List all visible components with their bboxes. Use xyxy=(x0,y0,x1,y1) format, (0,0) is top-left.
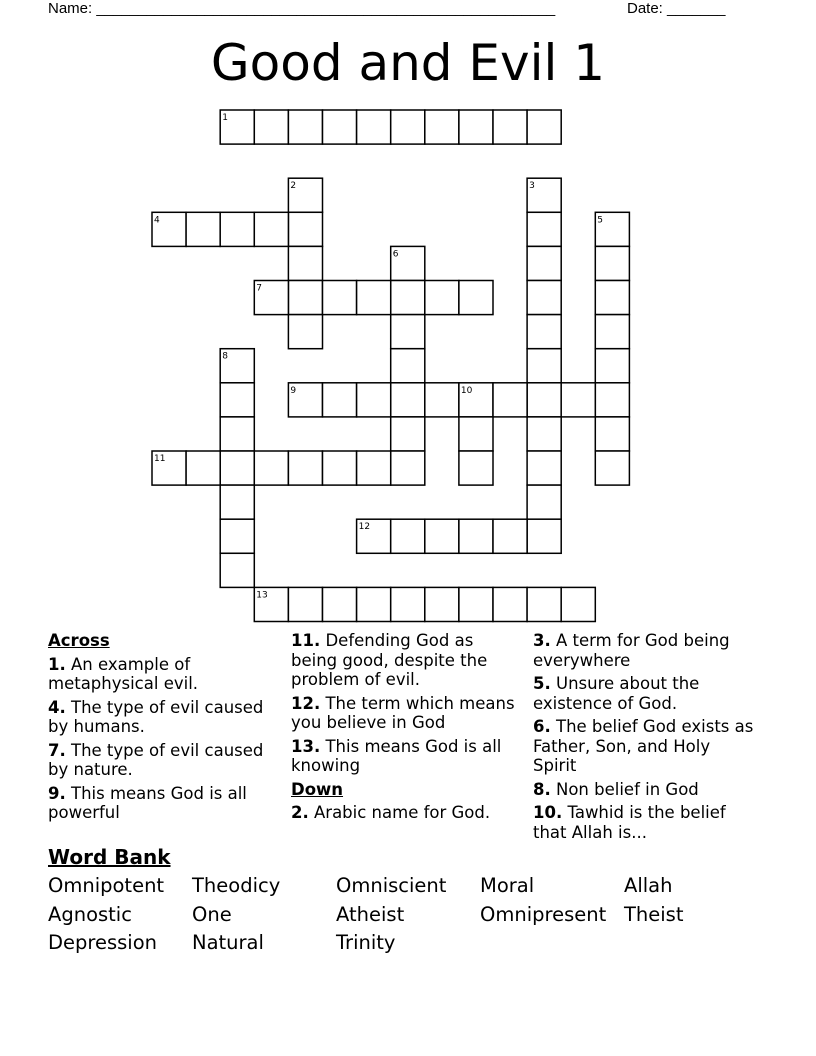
clue-number: 9 xyxy=(290,385,297,396)
clue-number: 2. xyxy=(291,803,309,822)
grid-cell[interactable] xyxy=(288,451,322,485)
clue-number: 6 xyxy=(392,249,399,260)
grid-cell[interactable] xyxy=(561,587,595,621)
grid-cell[interactable] xyxy=(323,587,357,621)
grid-cell[interactable] xyxy=(220,383,254,417)
word-bank-item: Natural xyxy=(192,931,264,954)
clue-item xyxy=(533,717,758,776)
clue-text: Unsure about the existence of God. xyxy=(533,674,700,713)
clue-text: Tawhid is the belief that Allah is... xyxy=(533,803,726,842)
clue-item xyxy=(48,698,273,737)
clue-text: An example of metaphysical evil. xyxy=(48,654,199,693)
clue-number: 10 xyxy=(460,385,473,396)
grid-cell[interactable] xyxy=(493,587,527,621)
clue-number: 3 xyxy=(529,181,535,192)
grid-cell[interactable] xyxy=(527,417,561,451)
word-bank-item: Omniscient xyxy=(336,874,447,897)
grid-cell[interactable] xyxy=(493,519,527,553)
grid-cell[interactable] xyxy=(391,417,425,451)
grid-cell[interactable] xyxy=(288,212,322,246)
grid-cell[interactable] xyxy=(425,281,459,315)
page-title: Good and Evil 1 xyxy=(210,34,606,92)
grid-cell[interactable] xyxy=(220,485,254,519)
grid-cell[interactable] xyxy=(425,587,459,621)
clue-number: 4. xyxy=(48,697,66,717)
grid-cell[interactable] xyxy=(220,519,254,553)
clues-column-3 xyxy=(533,631,758,846)
grid-cell[interactable] xyxy=(357,451,391,485)
grid-cell[interactable] xyxy=(254,212,288,246)
grid-cell[interactable] xyxy=(357,587,391,621)
grid-cell[interactable] xyxy=(527,519,561,553)
clue-text: The belief God exists as Father, Son, and Holy Spirit xyxy=(533,717,754,775)
grid-cell[interactable] xyxy=(323,110,357,144)
grid-cell[interactable] xyxy=(391,110,425,144)
word-bank-item: Atheist xyxy=(336,902,405,926)
grid-cell[interactable] xyxy=(391,383,425,417)
clue-number: 1 xyxy=(222,113,228,123)
clue-text: Arabic name for God. xyxy=(308,803,491,822)
clue-item xyxy=(533,803,758,842)
word-bank-item: Theodicy xyxy=(192,874,281,897)
grid-cell[interactable] xyxy=(357,281,391,315)
grid-cell[interactable] xyxy=(288,246,322,280)
grid-cell[interactable] xyxy=(391,349,425,383)
word-bank-item: Theist xyxy=(624,902,684,926)
clue-number: 1. xyxy=(48,654,66,674)
grid-cell[interactable] xyxy=(527,246,561,280)
grid-cell[interactable] xyxy=(595,417,629,451)
clue-text: Non belief in God xyxy=(550,779,699,799)
word-bank-title: Word Bank xyxy=(48,845,171,869)
clue-text: A term for God being everywhere xyxy=(533,631,730,670)
grid-cell[interactable] xyxy=(425,110,459,144)
word-bank-item: Trinity xyxy=(336,931,396,954)
grid-cell[interactable] xyxy=(595,451,629,485)
clue-item xyxy=(48,741,273,780)
word-bank-item: Allah xyxy=(624,874,673,897)
clue-number: 13. xyxy=(291,736,321,756)
grid-cell[interactable] xyxy=(595,349,629,383)
grid-cell[interactable] xyxy=(391,587,425,621)
grid-cell[interactable] xyxy=(323,383,357,417)
clue-text: This means God is all knowing xyxy=(291,736,502,775)
grid-cell[interactable] xyxy=(288,281,322,315)
clue-number: 11. xyxy=(291,631,321,650)
grid-cell[interactable] xyxy=(220,417,254,451)
clue-number: 8. xyxy=(533,779,551,799)
grid-cell[interactable] xyxy=(425,383,459,417)
grid-cell[interactable] xyxy=(459,110,493,144)
date-field-label: Date: _______ xyxy=(627,0,726,17)
clue-number: 10. xyxy=(533,803,563,822)
grid-cell[interactable] xyxy=(493,383,527,417)
grid-cell[interactable] xyxy=(254,451,288,485)
grid-cell[interactable] xyxy=(220,451,254,485)
grid-cell[interactable] xyxy=(220,553,254,587)
clue-text: Defending God as being good, despite the problem of evil. xyxy=(291,631,488,689)
grid-cell[interactable] xyxy=(391,451,425,485)
down-heading: Down xyxy=(291,779,344,799)
clue-number: 8 xyxy=(222,351,228,362)
clue-text: The term which means you believe in God xyxy=(291,693,515,732)
grid-cell[interactable] xyxy=(391,519,425,553)
grid-cell[interactable] xyxy=(527,212,561,246)
clue-item xyxy=(48,655,273,694)
grid-cell[interactable] xyxy=(459,281,493,315)
grid-cell[interactable] xyxy=(595,246,629,280)
word-bank-item: Omnipotent xyxy=(48,874,165,897)
grid-cell[interactable] xyxy=(459,587,493,621)
grid-cell[interactable] xyxy=(595,281,629,315)
word-bank-item: One xyxy=(192,902,232,926)
clue-item xyxy=(291,694,521,733)
clues-column-2 xyxy=(291,631,521,827)
grid-cell[interactable] xyxy=(220,212,254,246)
grid-cell[interactable] xyxy=(527,110,561,144)
clues-column-1 xyxy=(48,631,273,827)
clue-number: 12. xyxy=(291,693,321,713)
clue-number: 12 xyxy=(358,522,371,533)
grid-cell[interactable] xyxy=(527,383,561,417)
clue-item xyxy=(533,631,758,670)
word-bank-item: Depression xyxy=(48,931,158,954)
word-bank-item: Moral xyxy=(480,874,535,897)
clue-item xyxy=(533,674,758,713)
word-bank-item: Omnipresent xyxy=(480,902,607,926)
clue-number: 2 xyxy=(290,181,297,192)
grid-cell[interactable] xyxy=(357,110,391,144)
clue-item xyxy=(291,737,521,776)
grid-cell[interactable] xyxy=(323,281,357,315)
clue-number: 4 xyxy=(154,215,160,226)
grid-cell[interactable] xyxy=(357,383,391,417)
clue-item xyxy=(291,803,521,823)
clue-number: 7. xyxy=(48,740,66,760)
grid-cell[interactable] xyxy=(391,315,425,349)
grid-cell[interactable] xyxy=(425,519,459,553)
clue-number: 6. xyxy=(533,717,551,736)
name-field-label: Name: _______________________________________________________ xyxy=(48,0,556,17)
clue-number: 3. xyxy=(533,631,551,650)
clue-text: The type of evil caused by nature. xyxy=(48,740,264,779)
clue-number: 11 xyxy=(154,454,166,464)
clue-number: 7 xyxy=(256,283,263,294)
clue-number: 9. xyxy=(48,783,66,803)
clue-number: 13 xyxy=(256,590,268,601)
grid-cell[interactable] xyxy=(561,383,595,417)
grid-cell[interactable] xyxy=(527,485,561,519)
grid-cell[interactable] xyxy=(527,451,561,485)
grid-cell[interactable] xyxy=(288,315,322,349)
grid-cell[interactable] xyxy=(391,281,425,315)
clue-text: The type of evil caused by humans. xyxy=(48,697,264,736)
grid-cell[interactable] xyxy=(459,417,493,451)
grid-cell[interactable] xyxy=(459,519,493,553)
word-bank-item: Agnostic xyxy=(48,902,132,926)
grid-cell[interactable] xyxy=(493,110,527,144)
clue-item xyxy=(533,780,758,800)
grid-cell[interactable] xyxy=(527,587,561,621)
grid-cell[interactable] xyxy=(323,451,357,485)
grid-cell[interactable] xyxy=(527,281,561,315)
grid-cell[interactable] xyxy=(527,315,561,349)
clue-number: 5 xyxy=(597,215,604,226)
grid-cell[interactable] xyxy=(288,110,322,144)
clue-text: This means God is all powerful xyxy=(48,783,247,822)
grid-cell[interactable] xyxy=(288,587,322,621)
grid-cell[interactable] xyxy=(254,110,288,144)
grid-cell[interactable] xyxy=(459,451,493,485)
grid-cell[interactable] xyxy=(186,451,220,485)
clue-item xyxy=(291,631,521,690)
grid-cell[interactable] xyxy=(527,349,561,383)
grid-cell[interactable] xyxy=(595,383,629,417)
grid-cell[interactable] xyxy=(595,315,629,349)
grid-cell[interactable] xyxy=(186,212,220,246)
clue-item xyxy=(48,784,273,823)
clue-number: 5. xyxy=(533,674,551,693)
across-heading: Across xyxy=(48,631,110,650)
